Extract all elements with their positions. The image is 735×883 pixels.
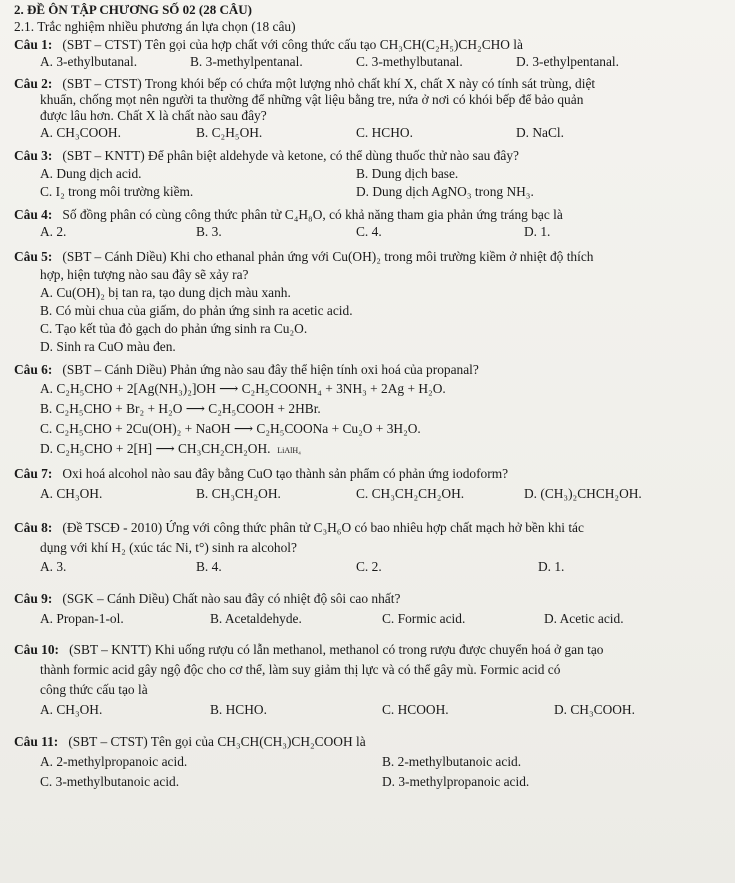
question-6-option-d[interactable] <box>40 441 301 456</box>
question-4-option-b[interactable]: B. 3. <box>196 224 222 239</box>
question-5-option-c[interactable]: C. Tạo kết tủa đỏ gạch do phản ứng sinh ra Cu₂O. <box>40 321 308 336</box>
question-8-option-b[interactable]: B. 4. <box>196 559 222 574</box>
question-5-stem <box>14 249 593 264</box>
question-11-option-d[interactable]: D. 3-methylpropanoic acid. <box>382 774 530 789</box>
question-text: (SBT – CTST) Tên gọi của CH₃CH(CH₃)CH₂COOH là <box>68 734 366 749</box>
question-11-option-b[interactable]: B. 2-methylbutanoic acid. <box>382 754 522 769</box>
question-10-stem <box>14 642 603 657</box>
question-11-option-c[interactable]: C. 3-methylbutanoic acid. <box>40 774 180 789</box>
question-1-option-b[interactable]: B. 3-methylpentanal. <box>190 54 303 69</box>
question-10-text-line-3: công thức cấu tạo là <box>40 682 148 697</box>
question-text: (SBT – CTST) Tên gọi của hợp chất với công thức cấu tạo CH₃CH(C₂H₅)CH₂CHO là <box>62 37 523 52</box>
question-text: (SBT – Cánh Diều) Khi cho ethanal phản ứng với Cu(OH)₂ trong môi trường kiềm ở nhiệt độ thích <box>62 249 594 264</box>
question-number: Câu 8: <box>14 520 53 535</box>
question-number: Câu 1: <box>14 37 53 52</box>
reagent-label: LiAlH₄ <box>277 446 301 455</box>
question-3-option-a[interactable]: A. Dung dịch acid. <box>40 166 142 181</box>
question-number: Câu 3: <box>14 148 53 163</box>
question-8-option-c[interactable]: C. 2. <box>356 559 382 574</box>
question-2-stem <box>14 76 595 91</box>
question-4-option-d[interactable]: D. 1. <box>524 224 551 239</box>
question-7-option-c[interactable]: C. CH₃CH₂CH₂OH. <box>356 486 465 501</box>
question-1-stem <box>14 37 523 52</box>
question-5-option-b[interactable]: B. Có mùi chua của giấm, do phản ứng sinh ra acetic acid. <box>40 303 353 318</box>
question-8-text-line-2: dụng với khí H₂ (xúc tác Ni, t°) sinh ra alcohol? <box>40 540 297 555</box>
question-1-option-d[interactable]: D. 3-ethylpentanal. <box>516 54 619 69</box>
question-text: Số đồng phân có cùng công thức phân tử C₄H₈O, có khả năng tham gia phản ứng tráng bạc là <box>62 207 563 222</box>
question-10-option-d[interactable]: D. CH₃COOH. <box>554 702 635 717</box>
question-3-stem <box>14 148 519 163</box>
question-4-option-c[interactable]: C. 4. <box>356 224 382 239</box>
question-3-option-d[interactable]: D. Dung dịch AgNO₃ trong NH₃. <box>356 184 534 199</box>
question-9-stem <box>14 591 400 606</box>
section-heading: 2.1. Trắc nghiệm nhiều phương án lựa chọn (18 câu) <box>14 19 296 34</box>
question-2-text-line-3: được lâu hơn. Chất X là chất nào sau đây? <box>40 108 267 123</box>
question-text: (SGK – Cánh Diều) Chất nào sau đây có nhiệt độ sôi cao nhất? <box>62 591 401 606</box>
question-7-stem <box>14 466 508 481</box>
question-2-option-d[interactable]: D. NaCl. <box>516 125 564 140</box>
question-text: Oxi hoá alcohol nào sau đây bằng CuO tạo thành sản phẩm có phản ứng iodoform? <box>62 466 509 481</box>
question-9-option-a[interactable]: A. Propan-1-ol. <box>40 611 124 626</box>
question-8-option-d[interactable]: D. 1. <box>538 559 565 574</box>
question-4-option-a[interactable]: A. 2. <box>40 224 67 239</box>
question-9-option-d[interactable]: D. Acetic acid. <box>544 611 624 626</box>
question-9-option-b[interactable]: B. Acetaldehyde. <box>210 611 302 626</box>
question-6-option-d-text: D. C₂H₅CHO + 2[H] ⟶ CH₃CH₂CH₂OH. <box>40 441 271 456</box>
question-5-option-d[interactable]: D. Sinh ra CuO màu đen. <box>40 339 176 354</box>
question-7-option-b[interactable]: B. CH₃CH₂OH. <box>196 486 281 501</box>
question-6-option-c[interactable]: C. C₂H₅CHO + 2Cu(OH)₂ + NaOH ⟶ C₂H₅COONa + Cu₂O + 3H₂O. <box>40 421 421 436</box>
question-text: (SBT – CTST) Trong khói bếp có chứa một lượng nhỏ chất khí X, chất X này có tính sát trùng, diệt <box>62 76 596 91</box>
question-2-text-line-2: khuẩn, chống mọt nên người ta thường để những vật liệu bằng tre, nứa ở nơi có khói bếp để bảo quản <box>40 92 584 107</box>
question-3-option-b[interactable]: B. Dung dịch base. <box>356 166 459 181</box>
question-11-stem <box>14 734 366 749</box>
question-3-option-c[interactable]: C. I₂ trong môi trường kiềm. <box>40 184 194 199</box>
question-number: Câu 4: <box>14 207 53 222</box>
question-11-option-a[interactable]: A. 2-methylpropanoic acid. <box>40 754 188 769</box>
question-text: (Đề TSCĐ - 2010) Ứng với công thức phân tử C₃H₆O có bao nhiêu hợp chất mạch hở bền khi tác <box>62 520 584 535</box>
question-1-option-c[interactable]: C. 3-methylbutanal. <box>356 54 463 69</box>
question-8-stem <box>14 520 584 535</box>
question-number: Câu 9: <box>14 591 53 606</box>
question-6-option-b[interactable]: B. C₂H₅CHO + Br₂ + H₂O ⟶ C₂H₅COOH + 2HBr. <box>40 401 321 416</box>
question-number: Câu 10: <box>14 642 60 657</box>
question-number: Câu 2: <box>14 76 53 91</box>
question-10-option-a[interactable]: A. CH₃OH. <box>40 702 103 717</box>
question-5-option-a[interactable]: A. Cu(OH)₂ bị tan ra, tạo dung dịch màu xanh. <box>40 285 291 300</box>
question-7-option-d[interactable]: D. (CH₃)₂CHCH₂OH. <box>524 486 642 501</box>
question-10-option-c[interactable]: C. HCOOH. <box>382 702 449 717</box>
question-2-option-a[interactable]: A. CH₃COOH. <box>40 125 121 140</box>
question-9-option-c[interactable]: C. Formic acid. <box>382 611 466 626</box>
question-10-text-line-2: thành formic acid gây ngộ độc cho cơ thể, làm suy giảm thị lực và có thể gây mù. Formic acid có <box>40 662 561 677</box>
question-1-option-a[interactable]: A. 3-ethylbutanal. <box>40 54 138 69</box>
question-number: Câu 6: <box>14 362 53 377</box>
question-4-stem <box>14 207 563 222</box>
question-7-option-a[interactable]: A. CH₃OH. <box>40 486 103 501</box>
question-text: (SBT – KNTT) Để phân biệt aldehyde và ketone, có thể dùng thuốc thử nào sau đây? <box>62 148 519 163</box>
question-6-option-a[interactable]: A. C₂H₅CHO + 2[Ag(NH₃)₂]OH ⟶ C₂H₅COONH₄ + 3NH₃ + 2Ag + H₂O. <box>40 381 446 396</box>
question-number: Câu 7: <box>14 466 53 481</box>
question-number: Câu 5: <box>14 249 53 264</box>
question-8-option-a[interactable]: A. 3. <box>40 559 67 574</box>
question-6-stem <box>14 362 479 377</box>
question-2-option-c[interactable]: C. HCHO. <box>356 125 413 140</box>
question-number: Câu 11: <box>14 734 59 749</box>
question-text: (SBT – Cánh Diều) Phản ứng nào sau đây thể hiện tính oxi hoá của propanal? <box>62 362 479 377</box>
question-5-text-line-2: hợp, hiện tượng nào sau đây sẽ xảy ra? <box>40 267 249 282</box>
question-text: (SBT – KNTT) Khi uống rượu có lẫn methanol, methanol có trong rượu được chuyển hoá ở gan tạo <box>69 642 604 657</box>
question-10-option-b[interactable]: B. HCHO. <box>210 702 267 717</box>
question-2-option-b[interactable]: B. C₂H₅OH. <box>196 125 263 140</box>
document-title: 2. ĐỀ ÔN TẬP CHƯƠNG SỐ 02 (28 CÂU) <box>14 2 252 17</box>
